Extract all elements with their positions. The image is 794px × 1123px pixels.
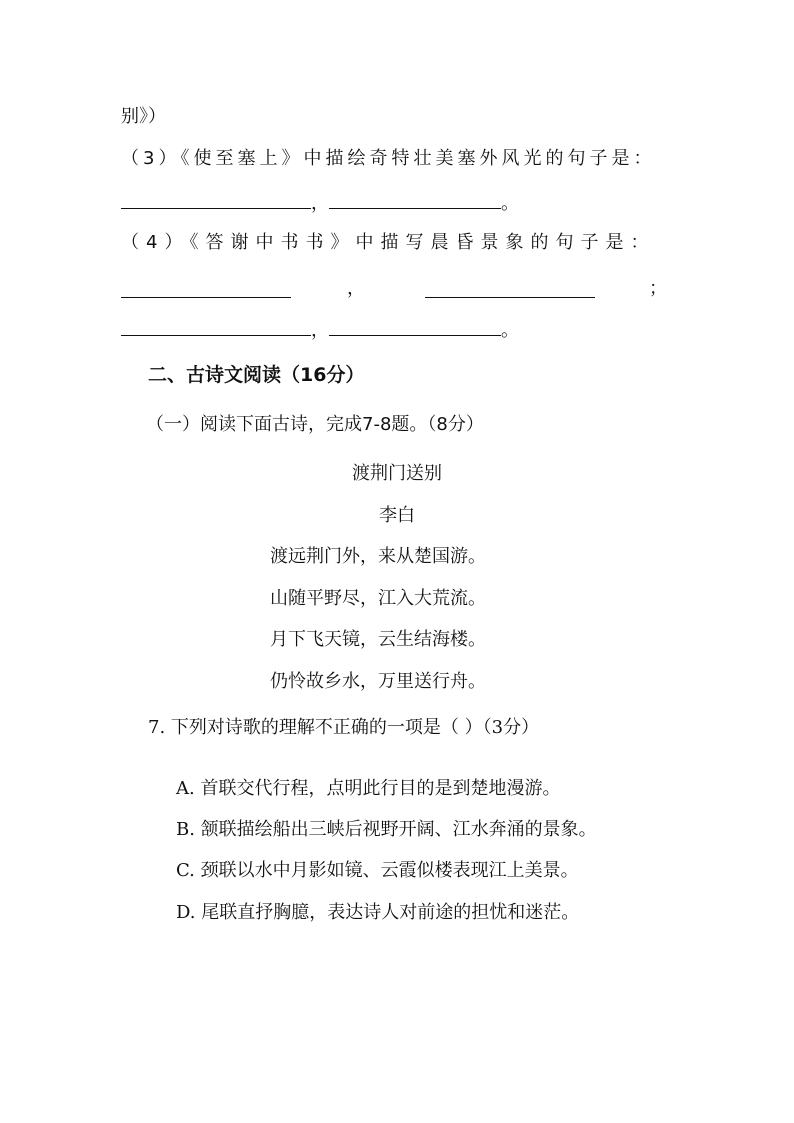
- answer-blank[interactable]: [329, 192, 501, 209]
- poem-line: 山随平野尽，江入大荒流。: [270, 588, 486, 609]
- period: 。: [501, 320, 519, 341]
- section-2-subtitle: （一）阅读下面古诗，完成7-8题。（8分）: [146, 414, 484, 435]
- answer-blank[interactable]: [329, 319, 501, 336]
- answer-blank[interactable]: [121, 319, 311, 336]
- semicolon: ；: [649, 278, 667, 299]
- answer-blank[interactable]: [425, 281, 595, 298]
- question-7-option-d[interactable]: D. 尾联直抒胸臆，表达诗人对前途的担忧和迷茫。: [176, 902, 580, 923]
- section-2-title: 二、古诗文阅读（16分）: [148, 364, 365, 386]
- poem-line: 月下飞天镜，云生结海楼。: [270, 629, 486, 650]
- question-7-option-c[interactable]: C. 颈联以水中月影如镜、云霞似楼表现江上美景。: [176, 860, 579, 881]
- question-4-answer-row-2: [121, 318, 519, 344]
- comma: ，: [311, 320, 329, 341]
- answer-blank[interactable]: [121, 192, 311, 209]
- question-3-text: （3）《使至塞上》中描绘奇特壮美塞外风光的句子是：: [121, 148, 656, 169]
- previous-question-ending: 别》）: [121, 106, 166, 127]
- poem-line: 仍怜故乡水，万里送行舟。: [270, 671, 486, 692]
- question-7-option-b[interactable]: B. 颔联描绘船出三峡后视野开阔、江水奔涌的景象。: [176, 819, 597, 840]
- question-4-answer-row-1: [121, 276, 666, 302]
- question-4-text: （4）《答谢中书书》中描写晨昏景象的句子是：: [121, 232, 656, 253]
- comma: ，: [311, 193, 329, 214]
- comma: ，: [347, 278, 365, 299]
- question-7-option-a[interactable]: A. 首联交代行程，点明此行目的是到楚地漫游。: [176, 778, 561, 799]
- question-3-answer-row: [121, 191, 519, 217]
- poem-line: 渡远荆门外，来从楚国游。: [270, 546, 486, 567]
- answer-blank[interactable]: [121, 281, 291, 298]
- period: 。: [501, 193, 519, 214]
- poem-title: 渡荆门送别: [352, 463, 442, 484]
- poem-author: 李白: [379, 505, 415, 526]
- question-7-stem: 7. 下列对诗歌的理解不正确的一项是（ ）（3分）: [148, 717, 540, 738]
